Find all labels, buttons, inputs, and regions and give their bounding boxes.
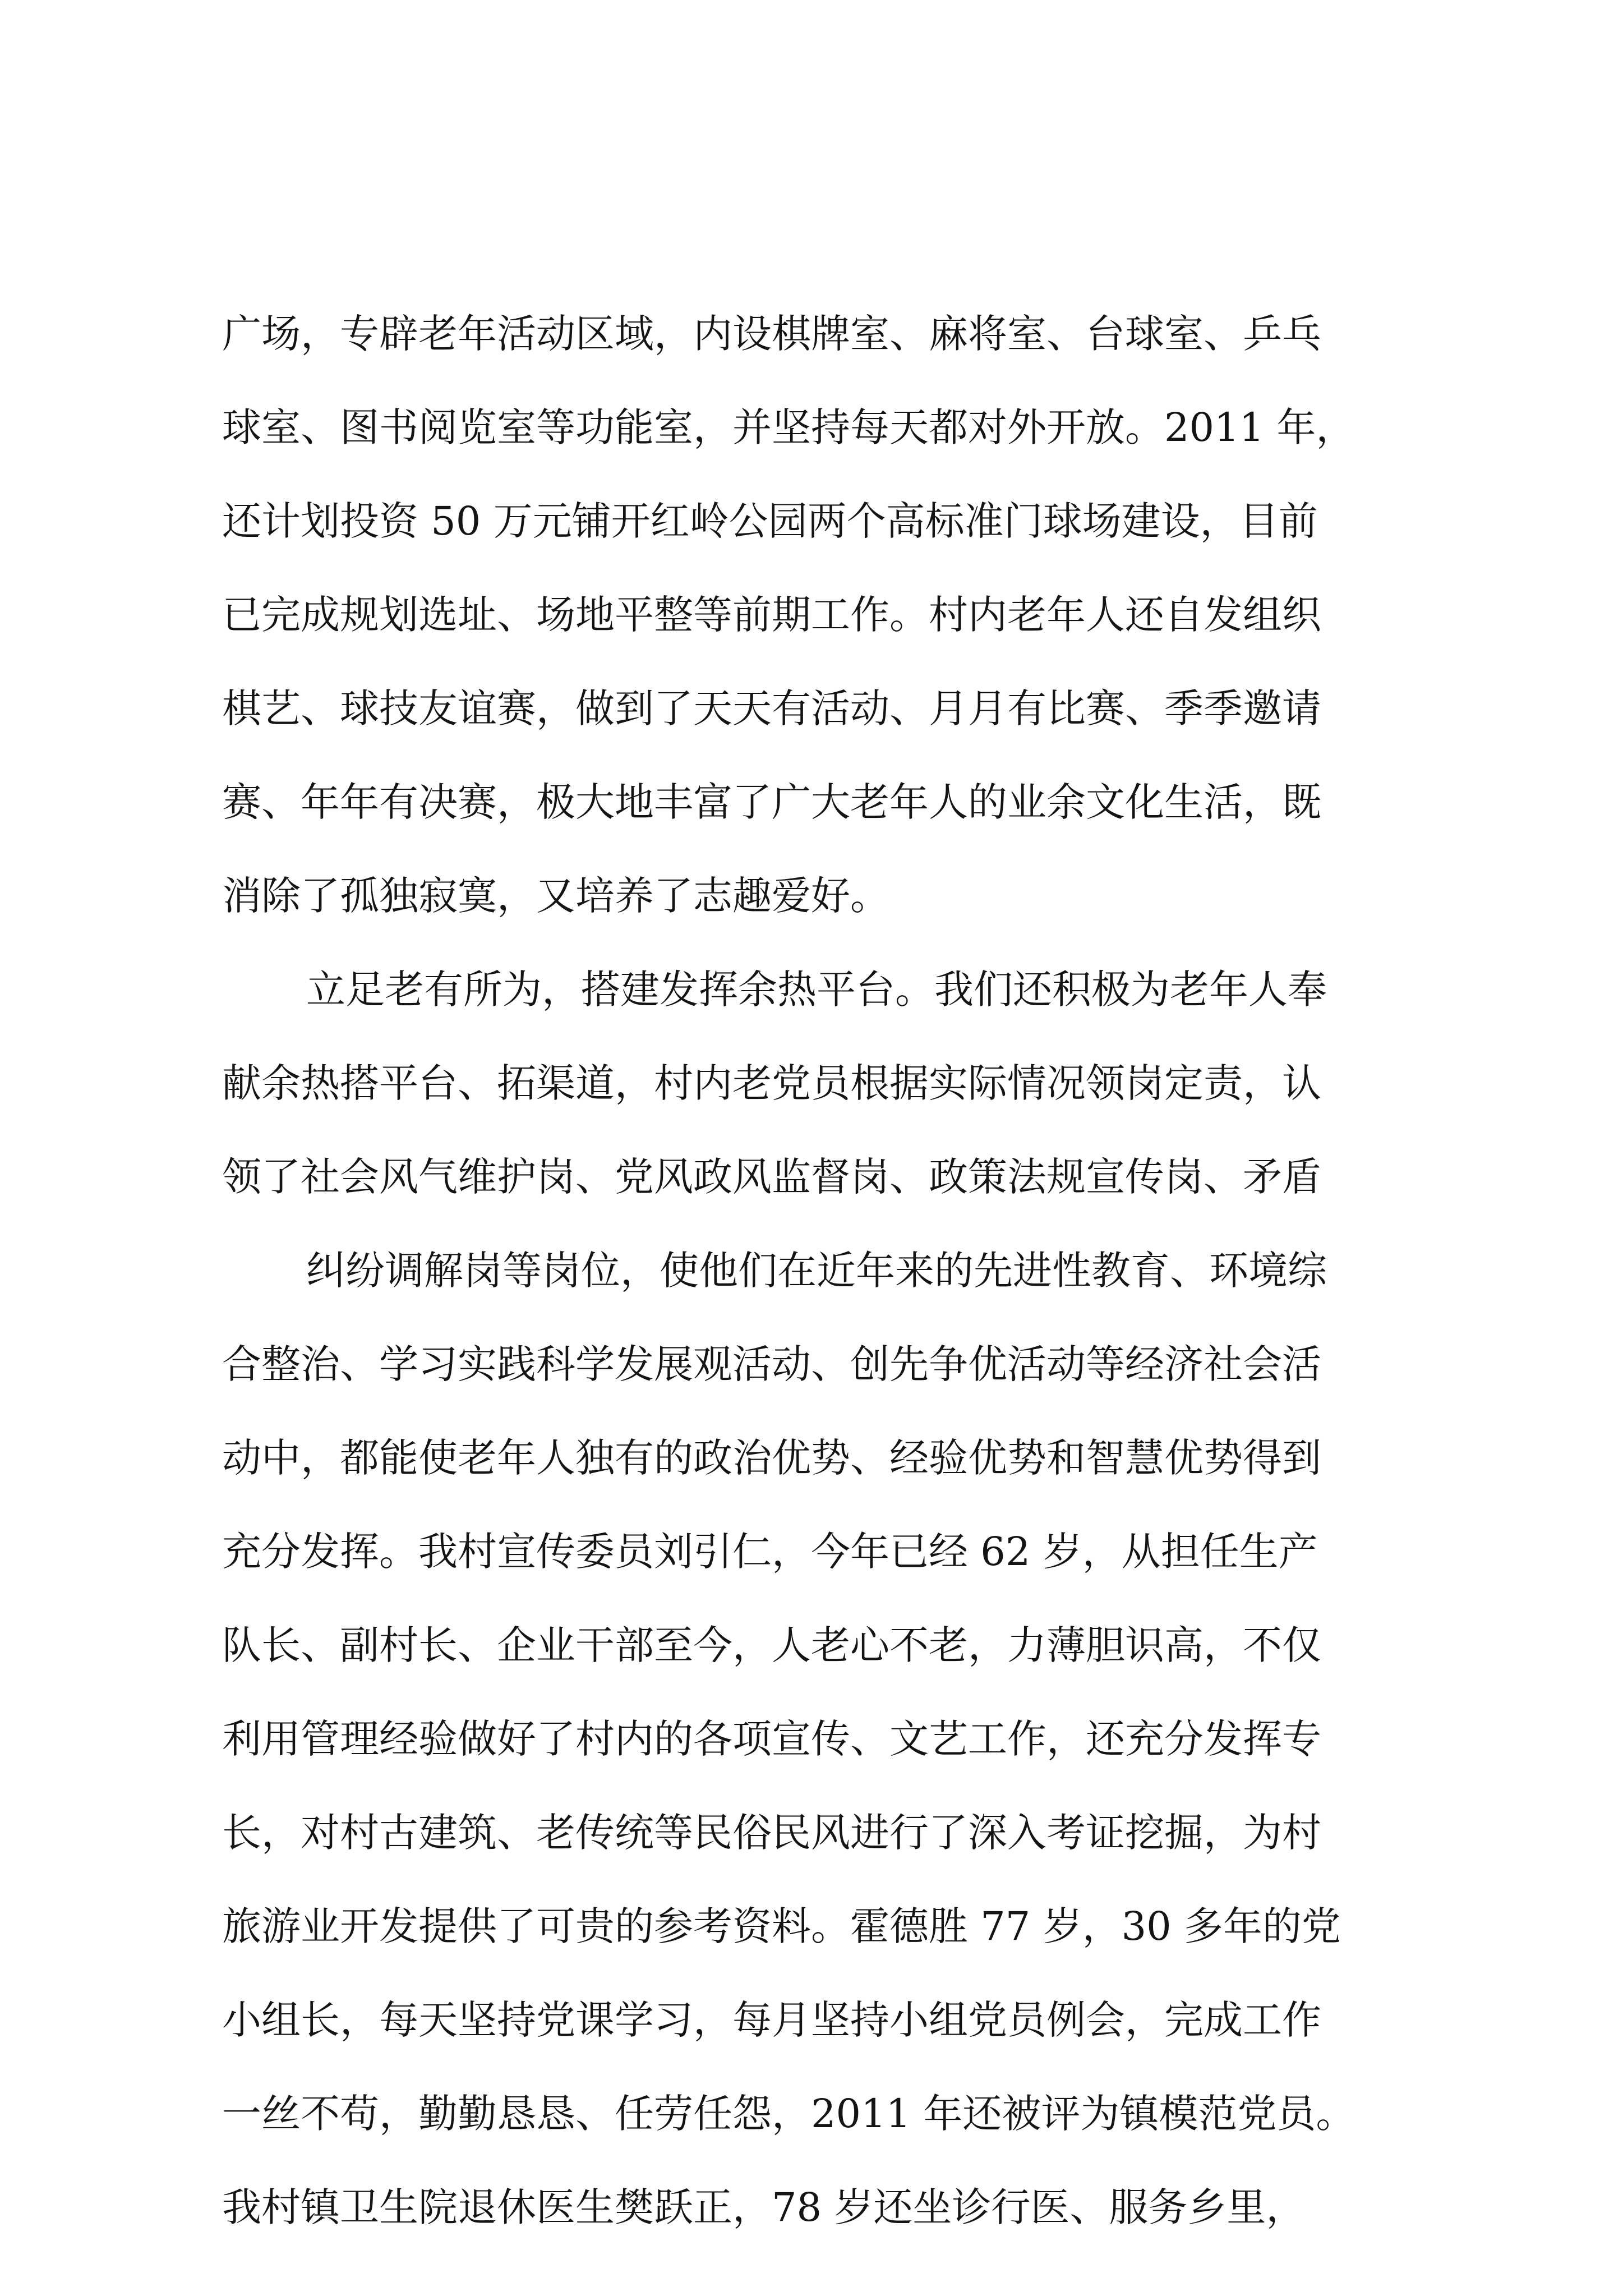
text-line — [0, 1413, 1623, 1503]
line-text: 领了社会风气维护岗、党风政风监督岗、政策法规宣传岗、矛盾 — [222, 1154, 1321, 1200]
text-line — [0, 2162, 1623, 2252]
line-text: 队长、副村长、企业干部至今，人老心不老，力薄胆识高，不仅 — [222, 1622, 1321, 1668]
text-line — [0, 664, 1623, 753]
line-text: 一丝不苟，勤勤恳恳、任劳任怨，2011 年还被评为镇模范党员。 — [222, 2091, 1355, 2137]
line-text: 立足老有所为，搭建发挥余热平台。我们还积极为老年人奉 — [306, 967, 1327, 1013]
line-text: 广场，专辟老年活动区域，内设棋牌室、麻将室、台球室、乒乓 — [222, 311, 1321, 357]
line-text: 动中，都能使老年人独有的政治优势、经验优势和智慧优势得到 — [222, 1435, 1321, 1481]
line-text: 充分发挥。我村宣传委员刘引仁，今年已经 62 岁，从担任生产 — [222, 1529, 1318, 1575]
text-line — [0, 1038, 1623, 1128]
text-line — [0, 1507, 1623, 1596]
line-text: 利用管理经验做好了村内的各项宣传、文艺工作，还充分发挥专 — [222, 1716, 1321, 1762]
text-line — [0, 1319, 1623, 1409]
text-line — [0, 289, 1623, 379]
text-line — [0, 945, 1623, 1034]
text-line — [0, 476, 1623, 566]
text-line — [0, 1694, 1623, 1784]
line-text: 献余热搭平台、拓渠道，村内老党员根据实际情况领岗定责，认 — [222, 1060, 1321, 1106]
line-text: 球室、图书阅览室等功能室，并坚持每天都对外开放。2011 年， — [222, 404, 1355, 450]
line-text: 小组长，每天坚持党课学习，每月坚持小组党员例会，完成工作 — [222, 1997, 1321, 2043]
line-text: 消除了孤独寂寞，又培养了志趣爱好。 — [222, 873, 889, 919]
line-text: 旅游业开发提供了可贵的参考资料。霍德胜 77 岁，30 多年的党 — [222, 1903, 1341, 1949]
text-line — [0, 1788, 1623, 1878]
line-text: 还计划投资 50 万元铺开红岭公园两个高标准门球场建设，目前 — [222, 498, 1318, 544]
line-text: 已完成规划选址、场地平整等前期工作。村内老年人还自发组织 — [222, 592, 1321, 638]
text-line — [0, 851, 1623, 941]
text-line — [0, 570, 1623, 660]
text-line — [0, 1975, 1623, 2065]
text-line — [0, 757, 1623, 847]
line-text: 纠纷调解岗等岗位，使他们在近年来的先进性教育、环境综 — [306, 1248, 1327, 1294]
text-line — [0, 2069, 1623, 2159]
line-text: 我村镇卫生院退休医生樊跃正，78 岁还坐诊行医、服务乡里， — [222, 2184, 1306, 2230]
line-text: 长，对村古建筑、老传统等民俗民风进行了深入考证挖掘，为村 — [222, 1810, 1321, 1856]
text-line — [0, 383, 1623, 472]
line-text: 棋艺、球技友谊赛，做到了天天有活动、月月有比赛、季季邀请 — [222, 685, 1321, 731]
line-text: 赛、年年有决赛，极大地丰富了广大老年人的业余文化生活，既 — [222, 779, 1321, 825]
text-line — [0, 1132, 1623, 1222]
text-line — [0, 1881, 1623, 1971]
line-text: 合整治、学习实践科学发展观活动、创先争优活动等经济社会活 — [222, 1341, 1321, 1387]
text-line — [0, 1600, 1623, 1690]
text-line — [0, 1226, 1623, 1315]
